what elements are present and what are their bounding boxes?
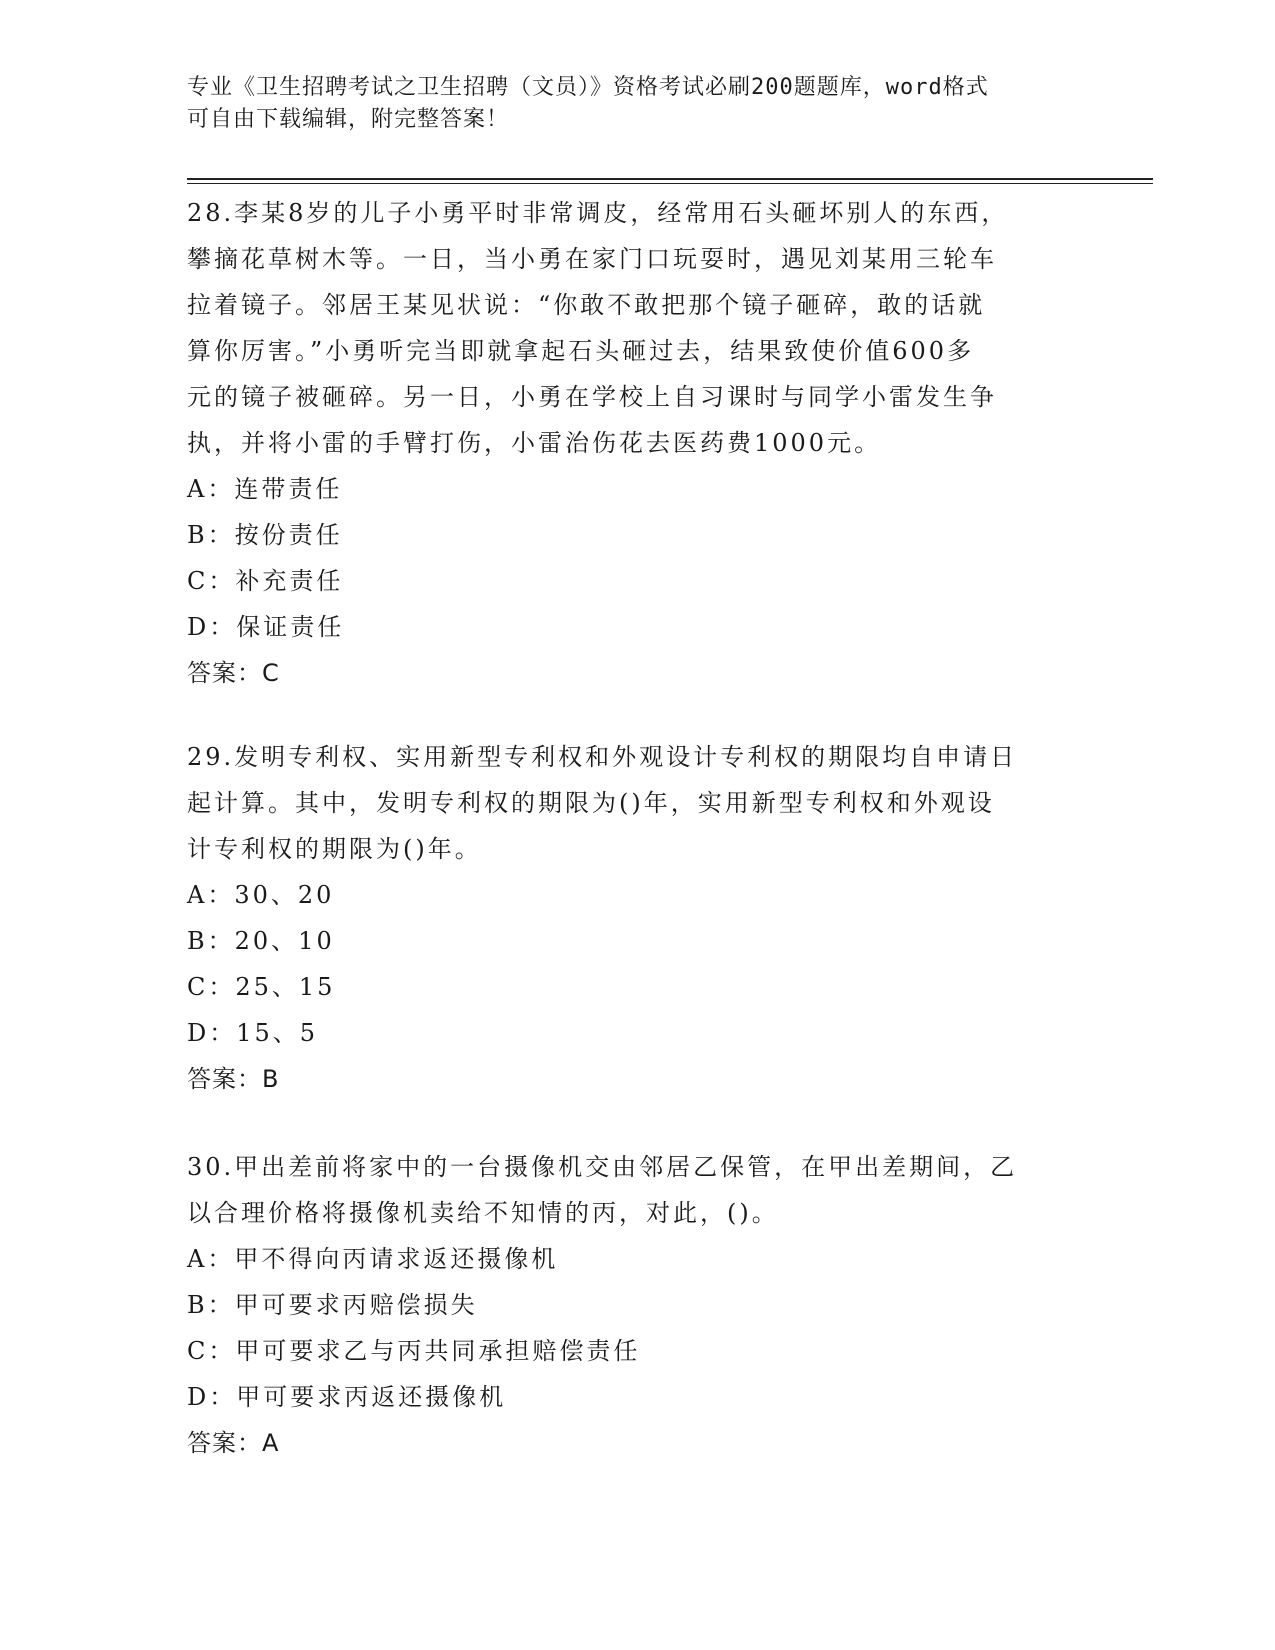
stem-line: 29.发明专利权、实用新型专利权和外观设计专利权的期限均自申请日: [187, 743, 1018, 771]
stem-line: 起计算。其中，发明专利权的期限为()年，实用新型专利权和外观设: [187, 789, 995, 817]
option-c: C：25、15: [187, 973, 336, 1001]
option-d: D：保证责任: [187, 613, 345, 641]
stem-line: 以合理价格将摄像机卖给不知情的丙，对此，()。: [187, 1199, 779, 1227]
question-29: [187, 734, 1067, 1102]
option-a: A：连带责任: [187, 475, 343, 503]
question-30: [187, 1144, 1067, 1466]
option-d: D：15、5: [187, 1019, 319, 1047]
header-divider-thin: [187, 183, 1153, 184]
header-divider: [187, 178, 1153, 180]
option-d: D：甲可要求丙返还摄像机: [187, 1383, 507, 1411]
stem-line: 元的镜子被砸碎。另一日，小勇在学校上自习课时与同学小雷发生争: [187, 383, 997, 411]
stem-line: 攀摘花草树木等。一日，当小勇在家门口玩耍时，遇见刘某用三轮车: [187, 245, 997, 273]
stem-line: 拉着镜子。邻居王某见状说：“你敢不敢把那个镜子砸碎，敢的话就: [187, 291, 986, 319]
option-b: B：20、10: [187, 927, 335, 955]
answer: 答案：C: [187, 659, 280, 687]
stem-line: 计专利权的期限为()年。: [187, 835, 482, 863]
answer: 答案：A: [187, 1429, 280, 1457]
answer: 答案：B: [187, 1065, 280, 1093]
option-a: A：30、20: [187, 881, 335, 909]
option-b: B：按份责任: [187, 521, 343, 549]
stem-line: 执，并将小雷的手臂打伤，小雷治伤花去医药费1000元。: [187, 429, 882, 457]
option-a: A：甲不得向丙请求返还摄像机: [187, 1245, 559, 1273]
question-28: [187, 190, 1067, 696]
option-b: B：甲可要求丙赔偿损失: [187, 1291, 478, 1319]
question-stem: [187, 190, 1067, 466]
stem-line: 30.甲出差前将家中的一台摄像机交由邻居乙保管，在甲出差期间，乙: [187, 1153, 1018, 1181]
option-c: C：补充责任: [187, 567, 344, 595]
stem-line: 算你厉害。”小勇听完当即就拿起石头砸过去，结果致使价值600多: [187, 337, 975, 365]
header-line-2: 可自由下载编辑，附完整答案！: [187, 107, 510, 132]
question-stem: [187, 734, 1067, 872]
document-header: [187, 72, 1067, 136]
option-c: C：甲可要求乙与丙共同承担赔偿责任: [187, 1337, 641, 1365]
header-line-1: 专业《卫生招聘考试之卫生招聘（文员）》资格考试必刷200题题库，word格式: [187, 75, 989, 100]
stem-line: 28.李某8岁的儿子小勇平时非常调皮，经常用石头砸坏别人的东西，: [187, 199, 1009, 227]
question-stem: [187, 1144, 1067, 1236]
